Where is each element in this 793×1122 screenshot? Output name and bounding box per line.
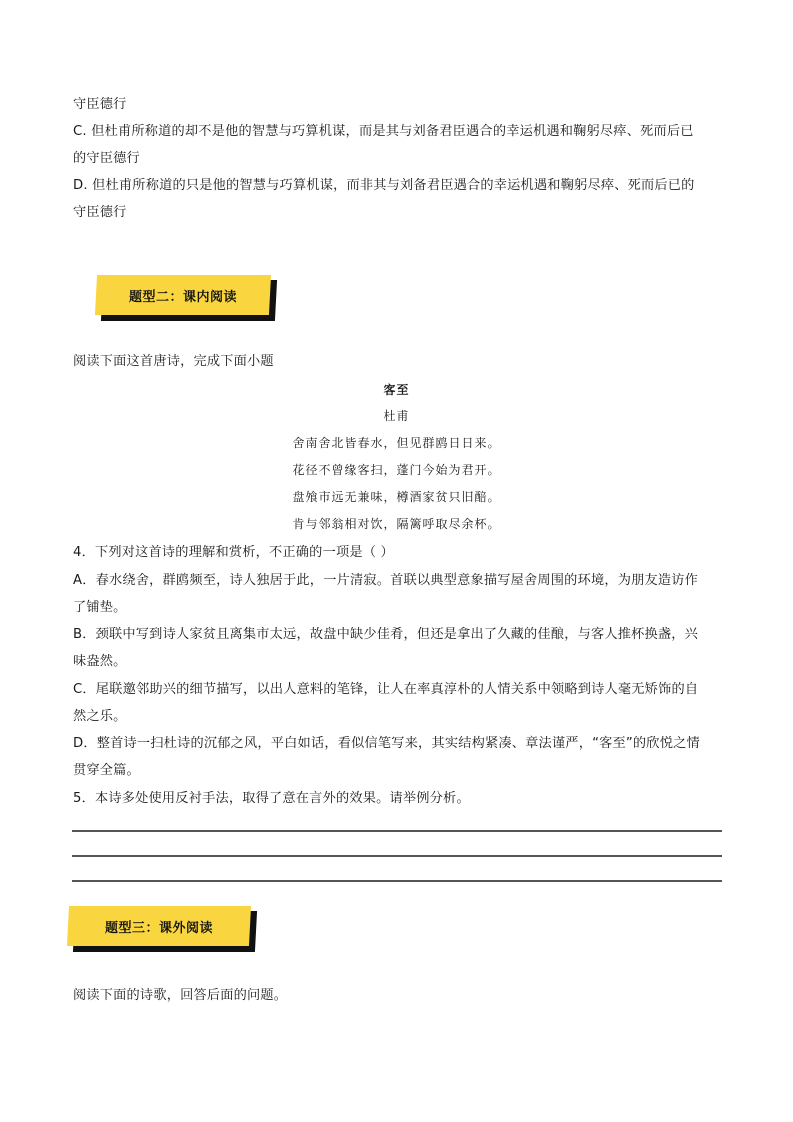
section-title: 题型二：课内阅读	[128, 289, 237, 305]
section-banner	[96, 275, 276, 321]
question-line: 味盎然。	[73, 654, 127, 669]
question-line: B．颈联中写到诗人家贫且离集市太远，故盘中缺少佳肴，但还是拿出了久藏的佳酿，与客人推杯换盏，兴	[73, 627, 699, 642]
text-line: D. 但杜甫所称道的只是他的智慧与巧算机谋，而非其与刘备君臣遇合的幸运机遇和鞠躬尽瘁、死而后已的	[73, 178, 695, 193]
section-intro: 阅读下面这首唐诗，完成下面小题	[73, 354, 274, 369]
poem-line: 花径不曾缘客扫，蓬门今始为君开。	[292, 463, 501, 477]
section-title: 题型三：课外阅读	[104, 920, 213, 936]
poem-line: 舍南舍北皆春水，但见群鸥日日来。	[292, 436, 501, 450]
question-line: 4．下列对这首诗的理解和赏析，不正确的一项是（ ）	[73, 545, 394, 560]
poem-title: 客至	[383, 383, 410, 397]
question-line: 5．本诗多处使用反衬手法，取得了意在言外的效果。请举例分析。	[73, 791, 470, 806]
question-line: 贯穿全篇。	[73, 763, 140, 778]
poem-line: 盘飧市远无兼味，樽酒家贫只旧醅。	[292, 490, 501, 504]
answer-line	[72, 880, 722, 882]
text-line: C. 但杜甫所称道的却不是他的智慧与巧算机谋，而是其与刘备君臣遇合的幸运机遇和鞠躬尽瘁、死而后已	[73, 124, 694, 139]
question-line: D．整首诗一扫杜诗的沉郁之风，平白如话，看似信笔写来，其实结构紧凑、章法谨严，“客至”的欣悦之情	[73, 736, 700, 751]
text-line: 的守臣德行	[73, 151, 140, 166]
text-line: 守臣德行	[73, 97, 127, 112]
poem-author: 杜甫	[383, 409, 410, 423]
section-banner	[68, 906, 256, 952]
question-line: 然之乐。	[73, 709, 127, 724]
poem-line: 肯与邻翁相对饮，隔篱呼取尽余杯。	[292, 517, 501, 531]
question-line: A．春水绕舍，群鸥频至，诗人独居于此，一片清寂。首联以典型意象描写屋舍周围的环境，为朋友造访作	[73, 573, 699, 588]
question-line: C．尾联邀邻助兴的细节描写，以出人意料的笔锋，让人在率真淳朴的人情关系中领略到诗人毫无矫饰的自	[73, 682, 699, 697]
answer-line	[72, 855, 722, 857]
text-line: 守臣德行	[73, 205, 127, 220]
question-line: 了铺垫。	[73, 600, 127, 615]
section-intro: 阅读下面的诗歌，回答后面的问题。	[73, 988, 288, 1003]
answer-line	[72, 830, 722, 832]
